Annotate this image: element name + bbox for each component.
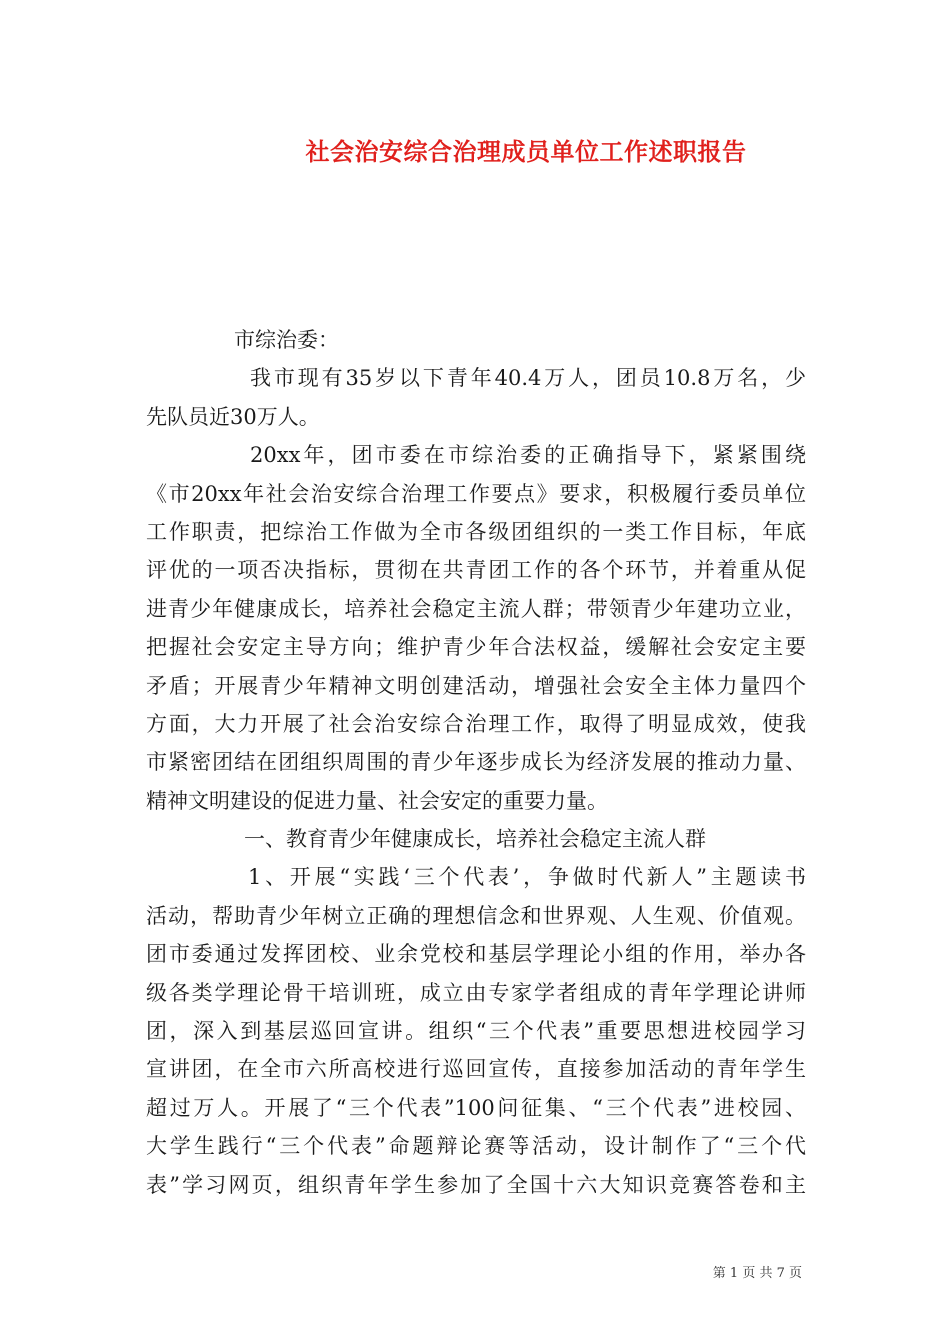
body-line: 精神文明建设的促进力量、社会安定的重要力量。: [146, 788, 608, 813]
document-title: 社会治安综合治理成员单位工作述职报告: [305, 137, 747, 166]
body-line: 我市现有35岁以下青年40.4万人，团员10.8万名，少: [250, 366, 806, 391]
body-line: 一、教育青少年健康成长，培养社会稳定主流人群: [244, 827, 706, 852]
document-body: [146, 321, 806, 1204]
body-line: 方面，大力开展了社会治安综合治理工作，取得了明显成效，使我: [146, 711, 806, 736]
body-line: 市紧密团结在团组织周围的青少年逐步成长为经济发展的推动力量、: [146, 750, 806, 775]
body-line: 进青少年健康成长，培养社会稳定主流人群；带领青少年建功立业，: [146, 596, 806, 621]
body-line: 1、开展“实践‘三个代表’，争做时代新人”主题读书: [248, 865, 806, 890]
body-line: 级各类学理论骨干培训班，成立由专家学者组成的青年学理论讲师: [146, 980, 806, 1005]
body-line: 团，深入到基层巡回宣讲。组织“三个代表”重要思想进校园学习: [146, 1019, 806, 1044]
body-line: 20xx年，团市委在市综治委的正确指导下，紧紧围绕: [250, 443, 806, 468]
body-line: 先队员近30万人。: [146, 404, 320, 429]
body-line: 宣讲团，在全市六所高校进行巡回宣传，直接参加活动的青年学生: [146, 1057, 806, 1082]
body-line: 《市20xx年社会治安综合治理工作要点》要求，积极履行委员单位: [146, 481, 806, 506]
body-line: 评优的一项否决指标，贯彻在共青团工作的各个环节，并着重从促: [146, 558, 806, 583]
page-number: 第 1 页 共 7 页: [712, 1266, 802, 1281]
body-line: 工作职责，把综治工作做为全市各级团组织的一类工作目标，年底: [146, 519, 806, 544]
body-line: 矛盾；开展青少年精神文明创建活动，增强社会安全主体力量四个: [146, 673, 806, 698]
salutation: 市综治委：: [234, 328, 339, 352]
body-line: 表”学习网页，组织青年学生参加了全国十六大知识竞赛答卷和主: [146, 1172, 806, 1197]
body-line: 活动，帮助青少年树立正确的理想信念和世界观、人生观、价值观。: [146, 903, 806, 928]
body-line: 把握社会安定主导方向；维护青少年合法权益，缓解社会安定主要: [146, 635, 806, 660]
body-line: 团市委通过发挥团校、业余党校和基层学理论小组的作用，举办各: [146, 942, 806, 967]
body-line: 大学生践行“三个代表”命题辩论赛等活动，设计制作了“三个代: [146, 1134, 806, 1159]
body-lines: [146, 359, 806, 1204]
body-line: 超过万人。开展了“三个代表”100问征集、“三个代表”进校园、: [146, 1095, 806, 1120]
